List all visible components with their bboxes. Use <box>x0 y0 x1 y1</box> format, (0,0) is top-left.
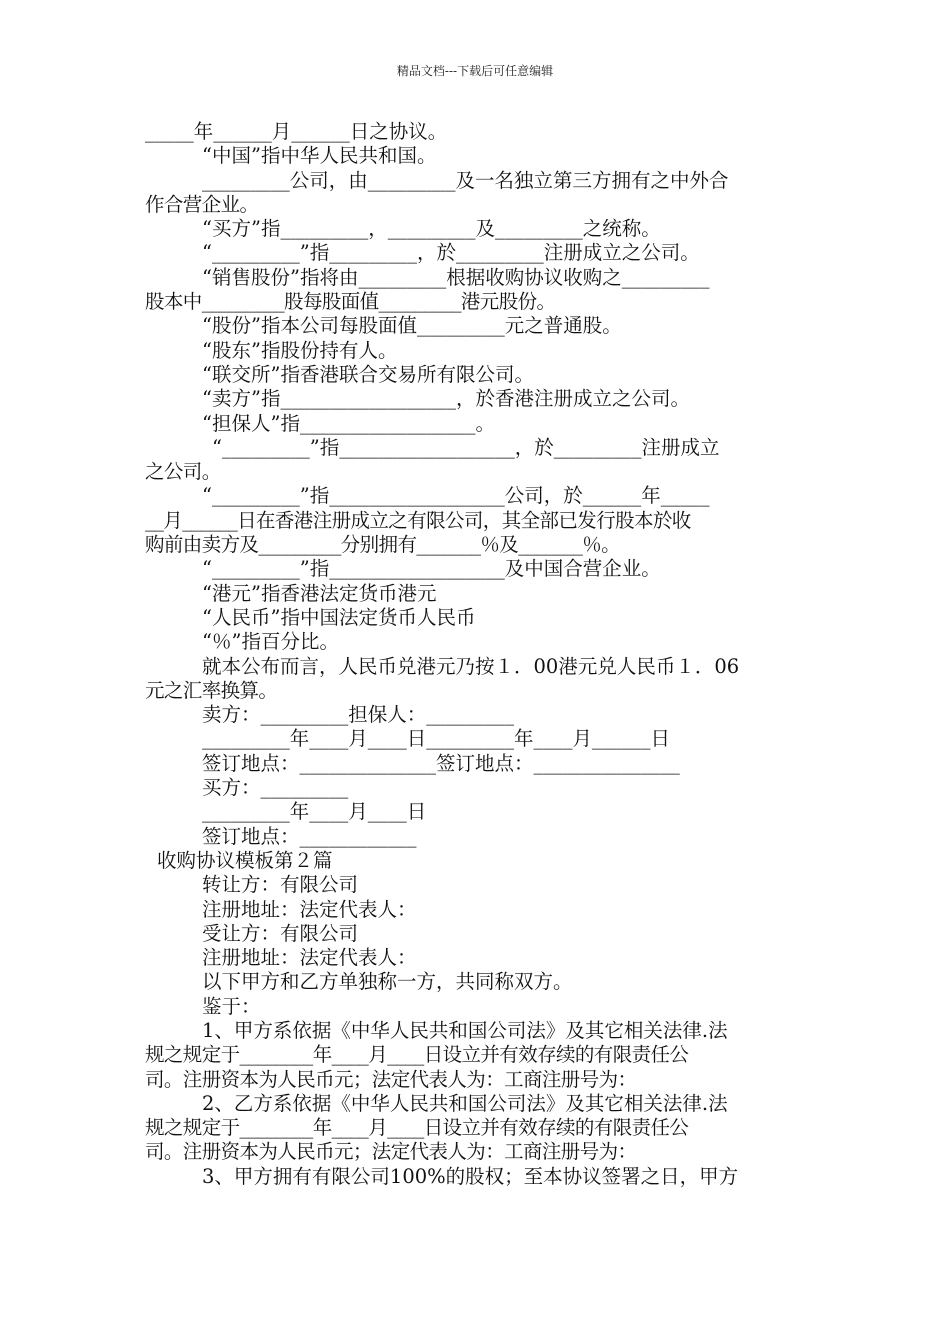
document-line: 注册地址：法定代表人： <box>202 897 417 921</box>
document-line: “联交所”指香港联合交易所有限公司。 <box>202 362 534 386</box>
document-line: 之公司。 <box>145 460 221 484</box>
document-line: 就本公布而言，人民币兑港元乃按１．00港元兑人民币１．06 <box>202 654 740 678</box>
document-line: _____年______月______日之协议。 <box>145 120 448 143</box>
document-line: “股份”指本公司每股面值_________元之普通股。 <box>202 314 622 338</box>
document-line: 规之规定于________年____月____日设立并有效存续的有限责任公 <box>145 1116 689 1140</box>
document-body <box>145 120 810 1189</box>
document-line: 司。注册资本为人民币元；法定代表人为：工商注册号为： <box>145 1067 637 1091</box>
document-line: “_________”指__________________，於_________注册成立 <box>212 435 720 459</box>
document-line: “％”指百分比。 <box>202 630 339 654</box>
document-line: “销售股份”指将由_________根据收购协议收购之_________ <box>202 265 710 289</box>
document-line: __月______日在香港注册成立之有限公司，其全部已发行股本於收 <box>145 508 691 532</box>
document-line: “_________”指__________________及中国合营企业。 <box>202 557 661 581</box>
document-line: 签订地点：____________ <box>202 824 417 848</box>
document-line: 规之规定于________年____月____日设立并有效存续的有限责任公 <box>145 1043 689 1067</box>
document-line: 以下甲方和乙方单独称一方，共同称双方。 <box>202 970 573 994</box>
document-line: _________公司，由_________及一名独立第三方拥有之中外合 <box>202 168 729 192</box>
document-line: “担保人”指__________________。 <box>202 411 495 435</box>
document-line: 购前由卖方及_________分别拥有_______％及_______％。 <box>145 533 621 557</box>
document-line: “人民币”指中国法定货币人民币 <box>202 605 476 629</box>
document-line: 注册地址：法定代表人： <box>202 946 417 970</box>
document-line: 受让方：有限公司 <box>202 921 359 945</box>
document-line: 卖方：_________担保人：_________ <box>202 703 515 727</box>
document-line: 司。注册资本为人民币元；法定代表人为：工商注册号为： <box>145 1140 637 1164</box>
document-line: 签订地点：______________签订地点：_______________ <box>202 751 680 775</box>
document-line: 股本中_________股每股面值_________港元股份。 <box>145 290 556 314</box>
document-line: “_________”指_________，於_________注册成立之公司。 <box>202 241 700 265</box>
document-line: “股东”指股份持有人。 <box>202 338 398 362</box>
document-line: 2、乙方系依据《中华人民共和国公司法》及其它相关法律.法 <box>202 1091 728 1115</box>
document-line: 元之汇率换算。 <box>145 678 278 702</box>
document-line: 作合营企业。 <box>145 192 259 216</box>
document-line: 3、甲方拥有有限公司100%的股权；至本协议签署之日，甲方 <box>202 1164 739 1188</box>
document-line: _________年____月____日_________年____月______日 <box>202 727 670 751</box>
document-line: “港元”指香港法定货币港元 <box>202 581 437 605</box>
document-line: 1、甲方系依据《中华人民共和国公司法》及其它相关法律.法 <box>202 1018 728 1042</box>
document-line: 鉴于： <box>202 994 261 1018</box>
document-line: 买方：_________ <box>202 776 349 800</box>
document-line: _________年____月____日 <box>202 800 427 824</box>
document-line: “中国”指中华人民共和国。 <box>202 144 437 168</box>
document-line: 收购协议模板第２篇 <box>157 848 333 872</box>
document-line: “卖方”指__________________，於香港注册成立之公司。 <box>202 387 690 411</box>
page-header: 精品文档---下载后可任意编辑 <box>396 64 554 78</box>
document-line: “_________”指__________________公司，於______年_____ <box>202 484 710 508</box>
document-line: 转让方：有限公司 <box>202 873 359 897</box>
document-line: “买方”指_________，_________及_________之统称。 <box>202 217 661 241</box>
